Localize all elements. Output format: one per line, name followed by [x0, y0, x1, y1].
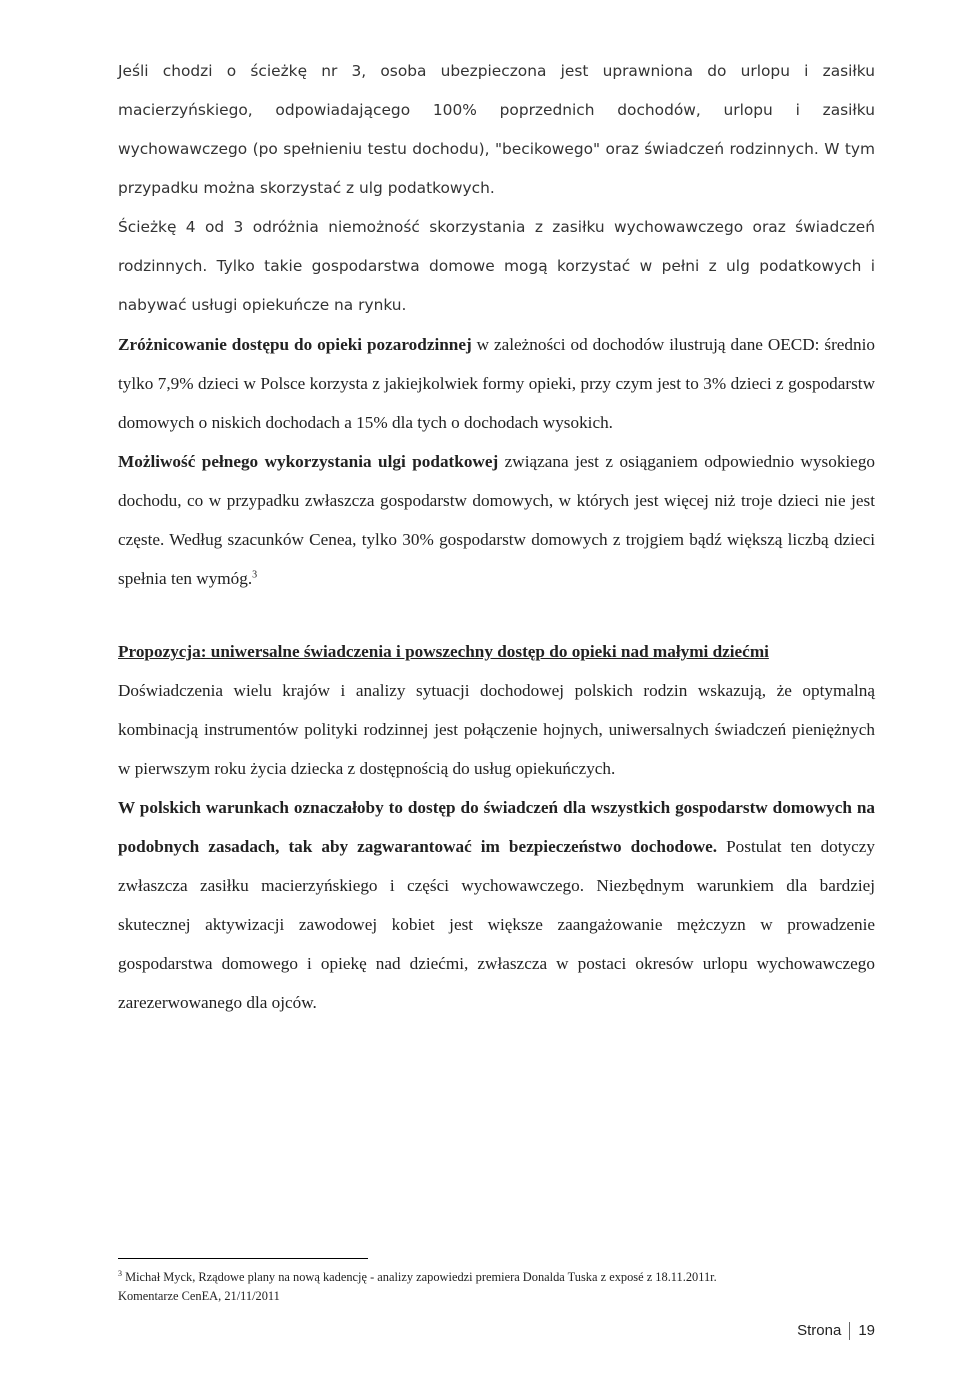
paragraph-polish-conditions	[118, 788, 875, 1022]
heading-colon: :	[200, 642, 207, 661]
paragraph-tax-relief	[118, 442, 875, 598]
footnote-number: 3	[118, 1268, 122, 1278]
bold-lead: W polskich warunkach oznaczałoby to dostęp do świadczeń dla wszystkich gospodarstw domowych na podobnych zasadach, tak aby zagwarantować im bezpieczeństwo dochodowe.	[118, 798, 875, 856]
paragraph-path3: Jeśli chodzi o ścieżkę nr 3, osoba ubezpieczona jest uprawniona do urlopu i zasiłku macierzyńskiego, odpowiadającego 100% poprzednich dochodów, urlopu i zasiłku wychowawczego (po spełnieniu testu dochodu), "becikowego" oraz świadczeń rodzinnych. W tym przypadku można skorzystać z ulg podatkowych.	[118, 62, 875, 197]
footer-label: Strona	[797, 1322, 842, 1339]
footnote-line-1	[118, 1268, 875, 1287]
bold-lead: Możliwość pełnego wykorzystania ulgi podatkowej	[118, 452, 499, 471]
page-number: 19	[858, 1322, 875, 1339]
paragraph-text: Postulat ten dotyczy zwłaszcza zasiłku macierzyńskiego i części wychowawczego. Niezbędnym warunkiem dla bardziej skutecznej aktywizacji zawodowej kobiet jest większe zaangażowanie mężczyzn w prowadzenie gospodarstwa domowego i opiekę nad dziećmi, zwłaszcza w postaci okresów urlopu wychowawczego zarezerwowanego dla ojców.	[118, 837, 875, 1012]
footnote-separator	[118, 1258, 368, 1259]
footnote-text: Michał Myck, Rządowe plany na nową kadencję - analizy zapowiedzi premiera Donalda Tuska z exposé z 18.11.2011r.	[122, 1270, 717, 1284]
heading-title: uniwersalne świadczenia i powszechny dostęp do opieki nad małymi dziećmi	[210, 642, 769, 661]
document-body	[118, 52, 875, 1022]
footer-separator	[849, 1322, 850, 1340]
paragraph-text: w zależności od dochodów ilustrują dane OECD: średnio tylko 7,9% dzieci w Polsce korzysta z jakiejkolwiek formy opieki, przy czym jest to 3% dzieci z gospodarstw domowych o niskich dochodach a 15% dla tych o dochodach wysokich.	[118, 335, 875, 432]
bold-lead: Zróżnicowanie dostępu do opieki pozarodzinnej	[118, 335, 472, 354]
paragraph-experiences: Doświadczenia wielu krajów i analizy sytuacji dochodowej polskich rodzin wskazują, że optymalną kombinacją instrumentów polityki rodzinnej jest połączenie hojnych, uniwersalnych świadczeń pieniężnych w pierwszym roku życia dziecka z dostępnością do usług opiekuńczych.	[118, 681, 875, 778]
paragraph-access-differences	[118, 325, 875, 442]
paragraph-path4: Ścieżkę 4 od 3 odróżnia niemożność skorzystania z zasiłku wychowawczego oraz świadczeń rodzinnych. Tylko takie gospodarstwa domowe mogą korzystać w pełni z ulg podatkowych i nabywać usługi opiekuńcze na rynku.	[118, 218, 875, 314]
footnote	[118, 1268, 875, 1306]
paragraph-text: związana jest z osiąganiem odpowiednio wysokiego dochodu, co w przypadku zwłaszcza gospodarstw domowych, w których jest więcej niż troje dzieci nie jest częste. Według szacunków Cenea, tylko 30% gospodarstw domowych z trojgiem bądź większą liczbą dzieci spełnia ten wymóg.	[118, 452, 876, 588]
footnote-line-2: Komentarze CenEA, 21/11/2011	[118, 1289, 280, 1303]
section-heading	[118, 632, 875, 671]
page-footer	[797, 1322, 875, 1340]
spacer	[118, 598, 875, 632]
footnote-reference[interactable]: 3	[252, 569, 258, 581]
heading-label: Propozycja	[118, 642, 201, 661]
